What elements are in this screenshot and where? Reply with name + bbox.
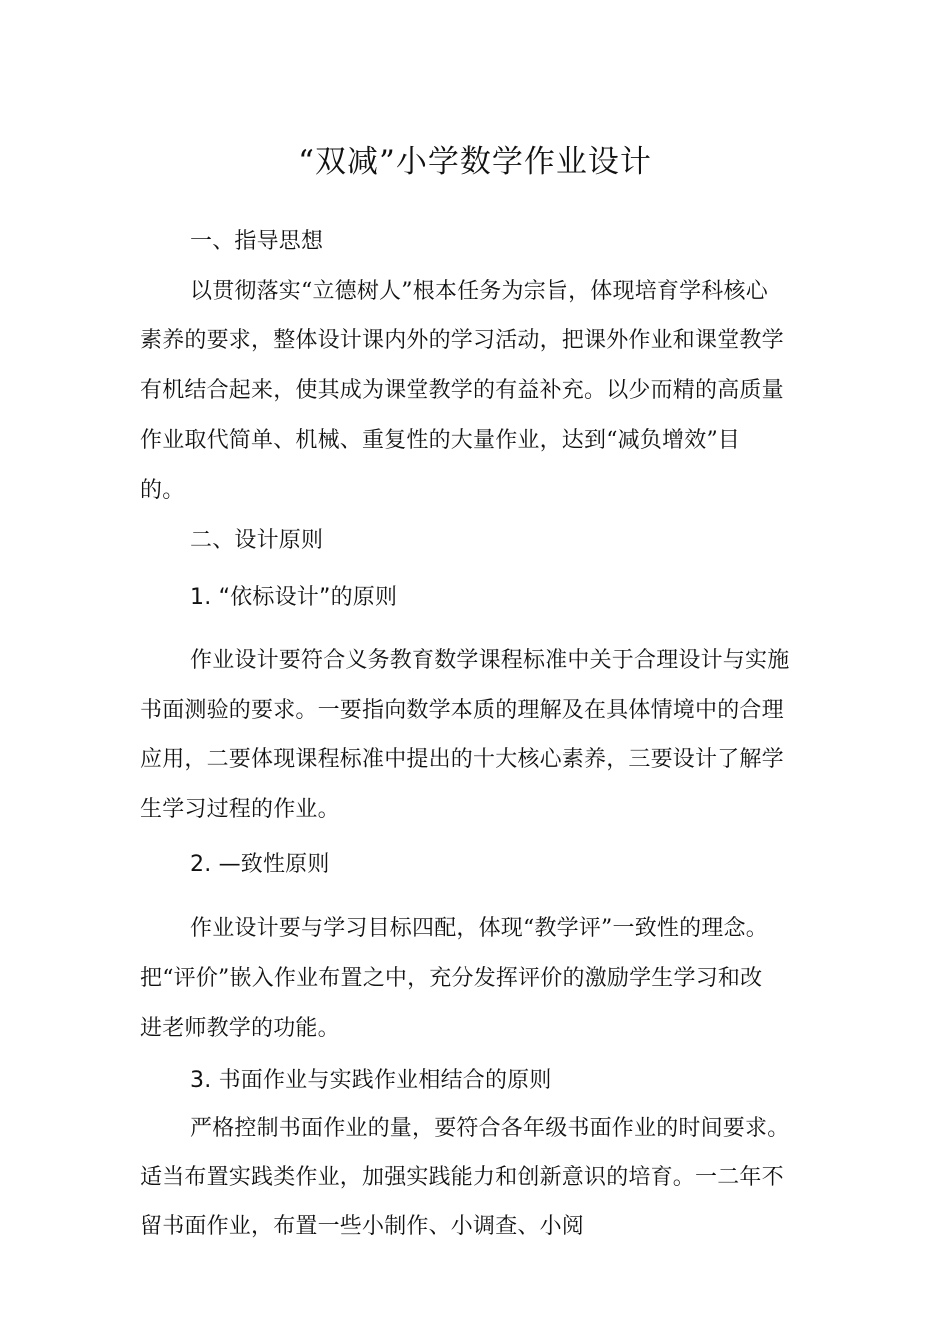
paragraph-line: 作业设计要与学习目标四配，体现“教学评”一致性的理念。 <box>190 916 768 941</box>
paragraph-line: 把“评价”嵌入作业布置之中，充分发挥评价的激励学生学习和改 <box>140 966 763 991</box>
paragraph-line: 生学习过程的作业。 <box>140 797 340 822</box>
subheading-principle-3: 3. 书面作业与实践作业相结合的原则 <box>190 1068 552 1093</box>
paragraph-line: 书面测验的要求。一要指向数学本质的理解及在具体情境中的合理 <box>140 698 784 723</box>
paragraph-line: 作业取代简单、机械、重复性的大量作业，达到“减负增效”目 <box>140 428 741 453</box>
subheading-principle-1: 1. “依标设计”的原则 <box>190 585 398 610</box>
section-heading-guiding-thought: 一、指导思想 <box>190 229 324 254</box>
subheading-principle-2: 2. —致性原则 <box>190 852 330 877</box>
paragraph-line: 有机结合起来，使其成为课堂教学的有益补充。以少而精的高质量 <box>140 378 784 403</box>
paragraph-line: 应用，二要体现课程标准中提出的十大核心素养，三要设计了解学 <box>140 747 784 772</box>
paragraph-line: 的。 <box>140 478 185 503</box>
section-heading-design-principles: 二、设计原则 <box>190 528 324 553</box>
paragraph-line: 严格控制书面作业的量，要符合各年级书面作业的时间要求。 <box>190 1116 790 1141</box>
paragraph-line: 留书面作业，布置一些小制作、小调查、小阅 <box>140 1214 585 1239</box>
paragraph-line: 进老师教学的功能。 <box>140 1016 340 1041</box>
paragraph-line: 以贯彻落实“立德树人”根本任务为宗旨，体现培育学科核心 <box>190 279 768 304</box>
document-title: “双减”小学数学作业设计 <box>298 144 652 180</box>
paragraph-line: 素养的要求，整体设计课内外的学习活动，把课外作业和课堂教学 <box>140 328 784 353</box>
paragraph-line: 作业设计要符合义务教育数学课程标准中关于合理设计与实施 <box>190 648 790 673</box>
paragraph-line: 适当布置实践类作业，加强实践能力和创新意识的培育。一二年不 <box>140 1165 784 1190</box>
